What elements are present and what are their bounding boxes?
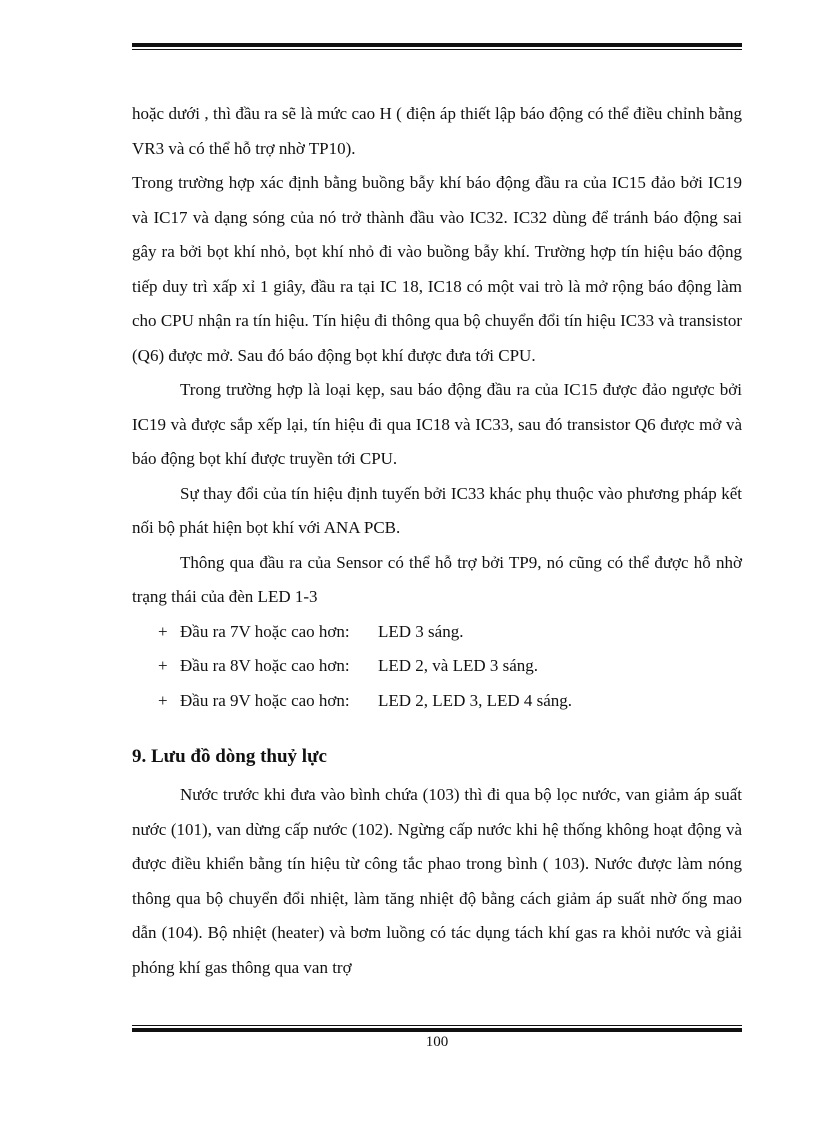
list-item — [132, 649, 742, 684]
led-condition: Đầu ra 9V hoặc cao hơn: — [180, 690, 350, 710]
footer-rule-thick — [132, 1028, 742, 1032]
paragraph-clamp-type: Trong trường hợp là loại kẹp, sau báo động đầu ra của IC15 được đảo ngược bởi IC19 và được sắp xếp lại, tín hiệu đi qua IC18 và IC33, sau đó transistor Q6 được mở và báo động bọt khí được truyền tới CPU. — [132, 380, 742, 468]
page-number: 100 — [425, 1034, 449, 1050]
paragraph-ic33-routing: Sự thay đổi của tín hiệu định tuyến bởi IC33 khác phụ thuộc vào phương pháp kết nối bộ phát hiện bọt khí với ANA PCB. — [132, 483, 742, 537]
paragraph-bubble-trap: Trong trường hợp xác định bằng buồng bẫy khí báo động đầu ra của IC15 đảo bởi IC19 và IC17 và dạng sóng của nó trở thành đầu vào IC32. IC32 dùng để tránh báo động sai gây ra bởi bọt khí nhỏ, bọt khí nhỏ đi vào buồng bẫy khí. Trường hợp tín hiệu báo động tiếp duy trì xấp xỉ 1 giây, đầu ra tại IC 18, IC18 có một vai trò là mở rộng báo động làm cho CPU nhận ra tín hiệu. Tín hiệu đi thông qua bộ chuyển đổi tín hiệu IC33 và transistor (Q6) được mở. Sau đó báo động bọt khí được đưa tới CPU. — [132, 173, 742, 365]
paragraph-hydraulic-flow: Nước trước khi đưa vào bình chứa (103) thì đi qua bộ lọc nước, van giảm áp suất nước (101), van dừng cấp nước (102). Ngừng cấp nước khi hệ thống không hoạt động và được điều khiển bằng tín hiệu từ công tắc phao trong bình ( 103). Nước được làm nóng thông qua bộ chuyển đổi nhiệt, làm tăng nhiệt độ bằng cách giảm áp suất nhờ ống mao dẫn (104). Bộ nhiệt (heater) và bơm luồng có tác dụng tách khí gas ra khỏi nước và giải phóng khí gas thông qua van trợ — [132, 785, 742, 977]
led-result: LED 2, LED 3, LED 4 sáng. — [378, 690, 573, 710]
page-body — [132, 97, 742, 985]
section-heading: 9. Lưu đồ dòng thuỷ lực — [132, 746, 327, 767]
led-result: LED 2, và LED 3 sáng. — [378, 656, 539, 675]
footer-rule-thin — [132, 1025, 742, 1026]
led-status-list — [132, 615, 742, 719]
header-rule-thick — [132, 43, 742, 47]
list-item — [132, 615, 742, 650]
list-item — [132, 684, 742, 719]
led-result: LED 3 sáng. — [378, 621, 464, 641]
bullet-marker: + — [158, 621, 168, 641]
led-condition: Đầu ra 8V hoặc cao hơn: — [180, 656, 350, 675]
header-rule — [132, 43, 742, 50]
bullet-marker: + — [158, 690, 168, 710]
led-condition: Đầu ra 7V hoặc cao hơn: — [180, 621, 350, 641]
bullet-marker: + — [158, 656, 168, 675]
header-rule-thin — [132, 49, 742, 50]
footer-rule — [132, 1025, 742, 1032]
paragraph-sensor-output: Thông qua đầu ra của Sensor có thể hỗ trợ bởi TP9, nó cũng có thể được hỗ nhờ trạng thái của đèn LED 1-3 — [132, 552, 742, 606]
paragraph-continuation: hoặc dưới , thì đầu ra sẽ là mức cao H ( điện áp thiết lập báo động có thể điều chỉnh bằng VR3 và có thể hỗ trợ nhờ TP10). — [132, 104, 742, 158]
